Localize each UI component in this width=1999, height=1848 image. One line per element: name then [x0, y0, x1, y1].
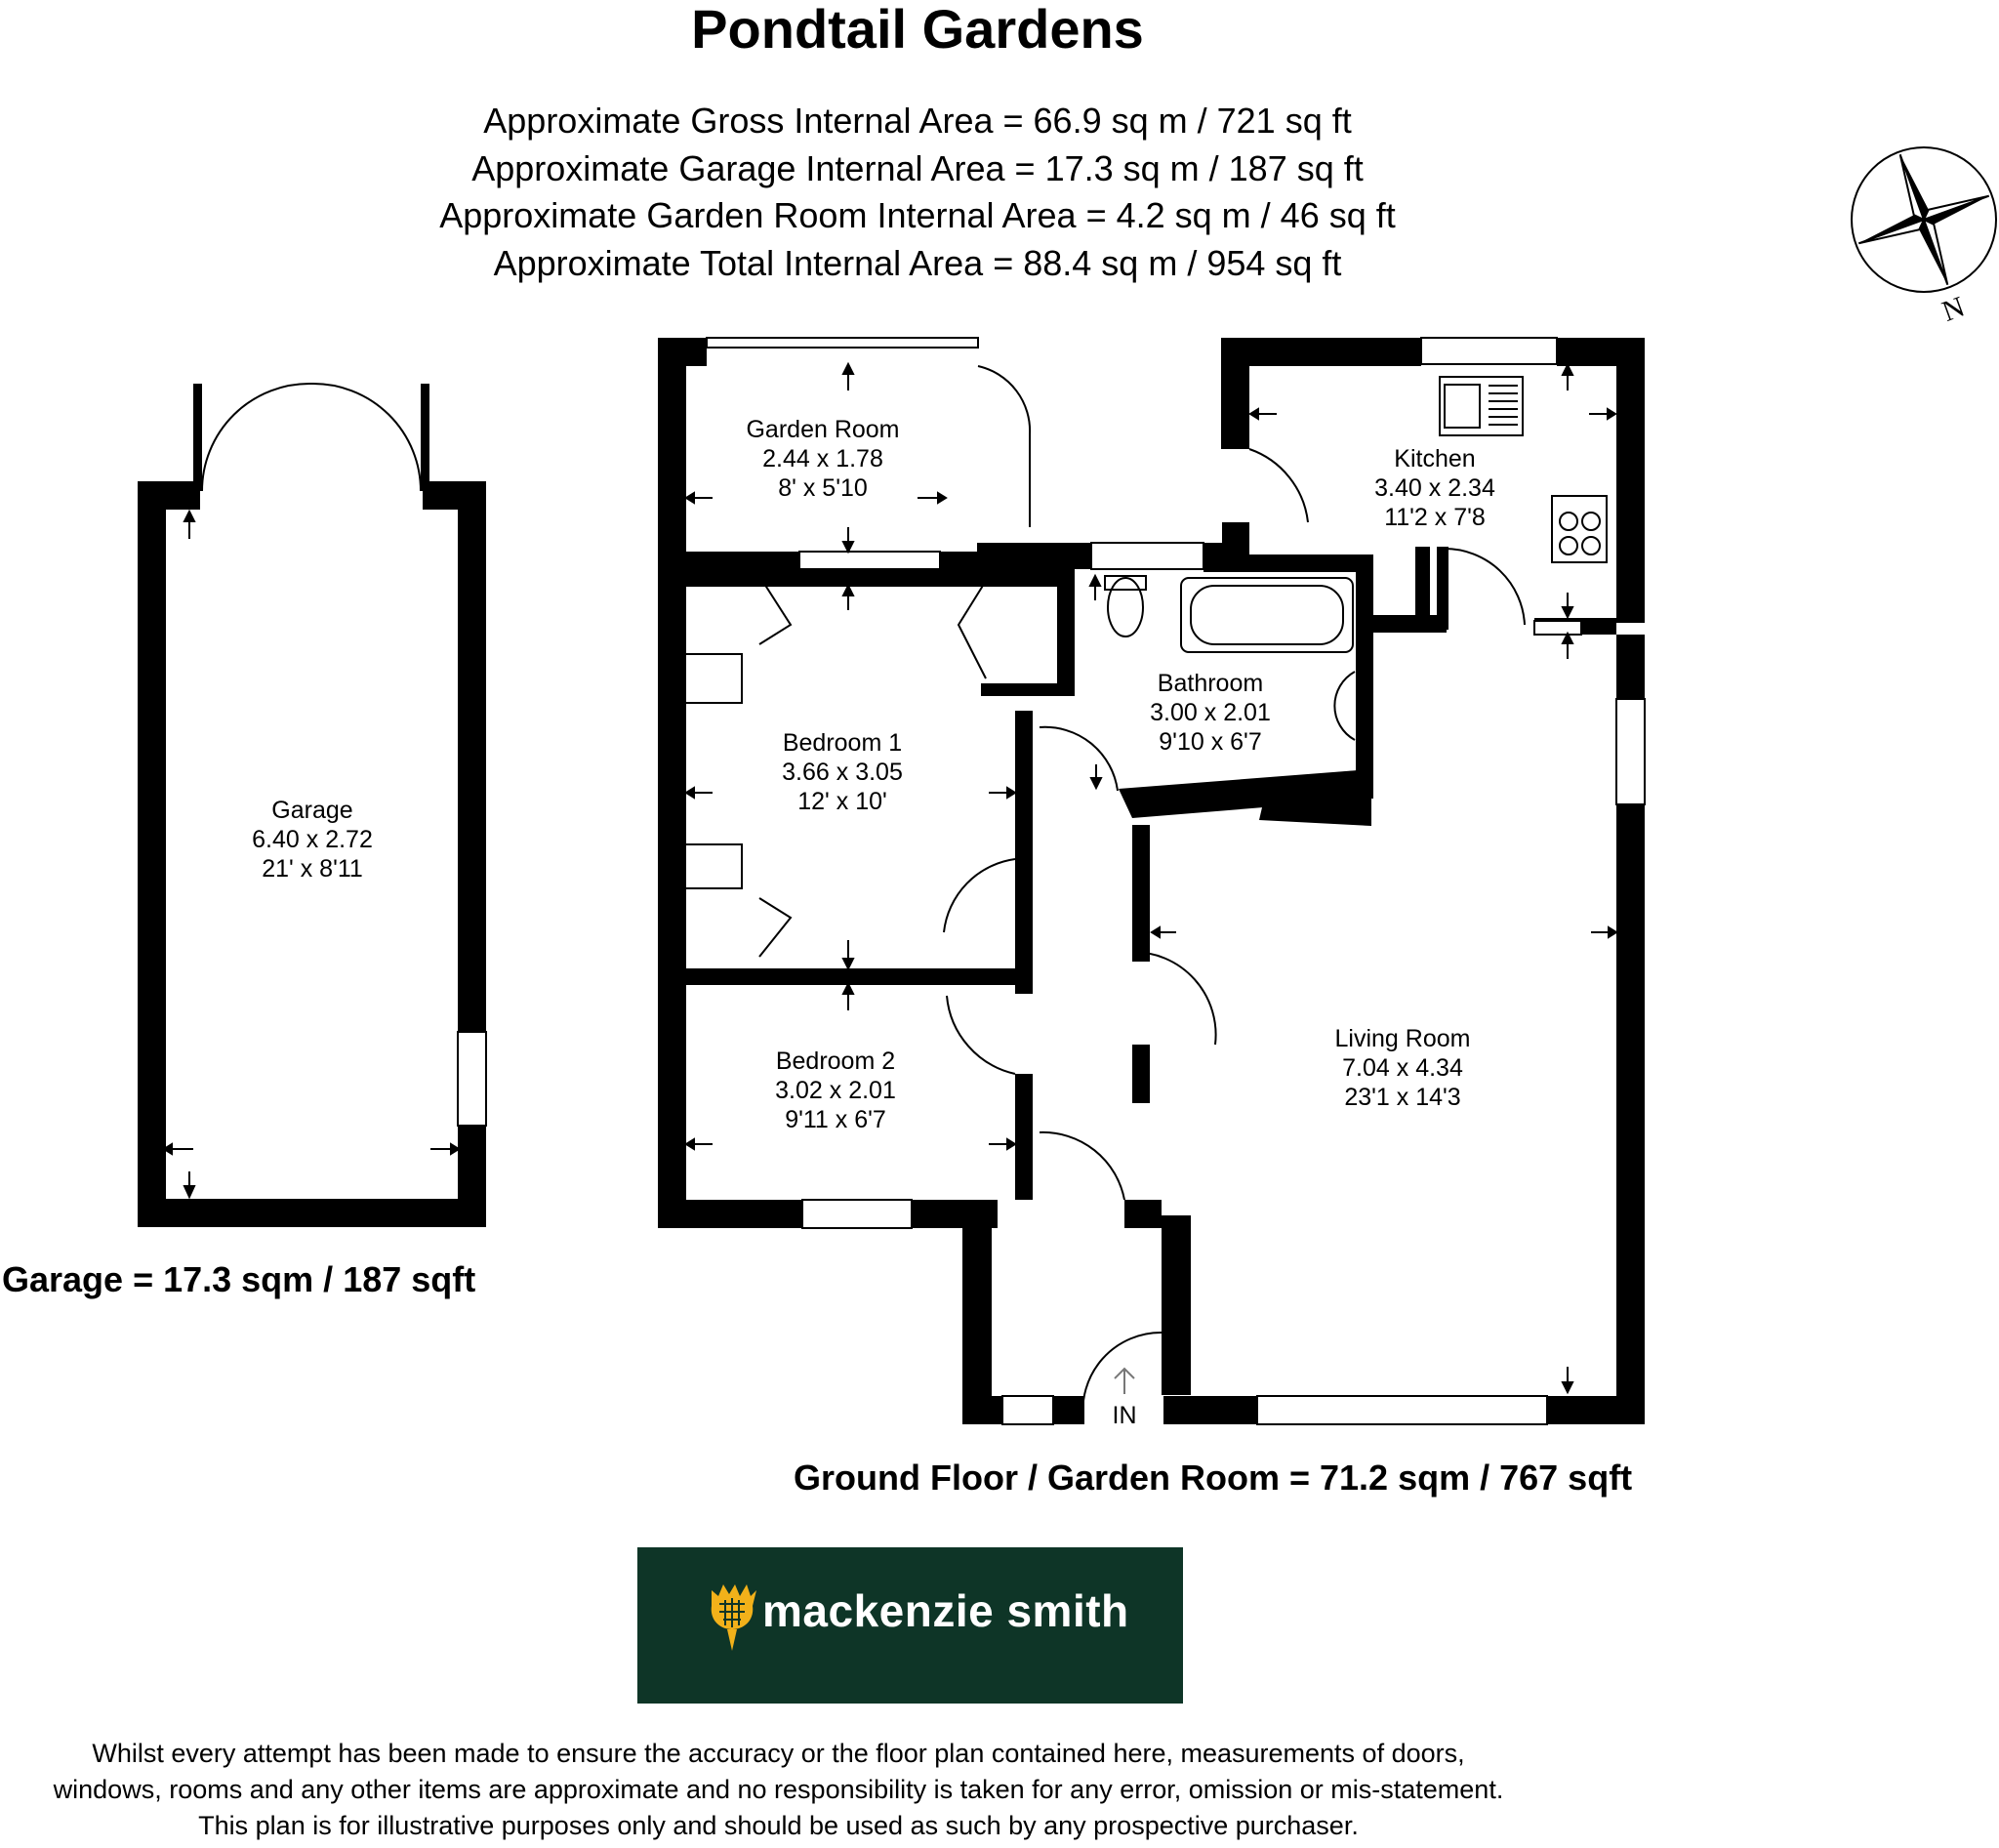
bathroom-name: Bathroom [1157, 670, 1264, 697]
garage-area-line: Approximate Garage Internal Area = 17.3 sq m / 187 sq ft [471, 147, 1364, 188]
garage-name: Garage [271, 797, 353, 824]
living-room-metric: 7.04 x 4.34 [1342, 1054, 1463, 1082]
bedroom2-name: Bedroom 2 [775, 1047, 896, 1075]
agent-logo [637, 1547, 1183, 1704]
compass-north-label: N [1938, 290, 1970, 328]
kitchen-name: Kitchen [1394, 445, 1476, 472]
garage-metric: 6.40 x 2.72 [252, 826, 373, 853]
bedroom2-imperial: 9'11 x 6'7 [785, 1106, 886, 1133]
garage-total-area: Garage = 17.3 sqm / 187 sqft [2, 1259, 476, 1299]
garden-room-name: Garden Room [746, 416, 900, 443]
bathroom-imperial: 9'10 x 6'7 [1159, 728, 1262, 756]
entrance-arrow-icon [1115, 1369, 1134, 1394]
disclaimer-line-1: Whilst every attempt has been made to ensure the accuracy or the floor plan contained here, measurements of doors, [92, 1739, 1465, 1768]
agent-logo-text: mackenzie smith [762, 1585, 1129, 1636]
plan-title: Pondtail Gardens [691, 0, 1144, 60]
garden-room-imperial: 8' x 5'10 [778, 474, 868, 502]
bathroom-metric: 3.00 x 2.01 [1150, 699, 1271, 726]
kitchen-imperial: 11'2 x 7'8 [1384, 504, 1486, 531]
disclaimer [0, 1736, 1557, 1844]
bedroom1-name: Bedroom 1 [782, 729, 903, 757]
bedroom1-metric: 3.66 x 3.05 [782, 759, 903, 786]
disclaimer-line-3: This plan is for illustrative purposes only and should be used as such by any prospective purchaser. [198, 1811, 1359, 1840]
garage-imperial: 21' x 8'11 [262, 855, 363, 883]
disclaimer-line-2: windows, rooms and any other items are approximate and no responsibility is taken for any error, omission or mis-statement. [53, 1775, 1504, 1804]
garden-room-metric: 2.44 x 1.78 [762, 445, 883, 472]
bedroom2-metric: 3.02 x 2.01 [775, 1077, 896, 1104]
kitchen-metric: 3.40 x 2.34 [1374, 474, 1495, 502]
living-room-name: Living Room [1334, 1025, 1471, 1052]
living-room-imperial: 23'1 x 14'3 [1344, 1084, 1461, 1111]
total-area-line: Approximate Total Internal Area = 88.4 sq m / 954 sq ft [493, 242, 1342, 283]
entrance-label: IN [1112, 1402, 1137, 1429]
gross-area-line: Approximate Gross Internal Area = 66.9 sq m / 721 sq ft [483, 101, 1352, 141]
thistle-icon [706, 1582, 758, 1653]
garden-room-area-line: Approximate Garden Room Internal Area = 4.2 sq m / 46 sq ft [439, 195, 1396, 235]
bedroom1-imperial: 12' x 10' [797, 788, 887, 815]
ground-floor-total-area: Ground Floor / Garden Room = 71.2 sqm / 767 sqft [794, 1458, 1633, 1498]
